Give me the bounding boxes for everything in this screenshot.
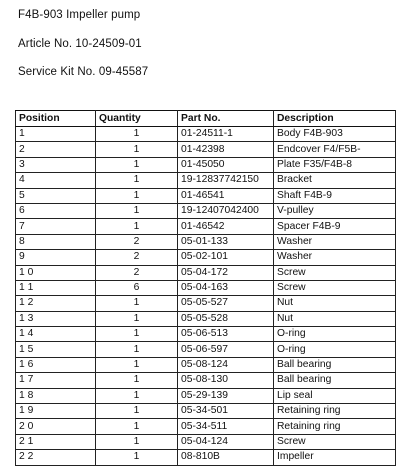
table-row — [16, 450, 396, 465]
cell-part-no: 05-05-528 — [178, 311, 274, 326]
cell-quantity: 1 — [96, 311, 178, 326]
cell-quantity: 1 — [96, 404, 178, 419]
cell-part-no: 05-29-139 — [178, 388, 274, 403]
cell-part-no: 05-06-513 — [178, 327, 274, 342]
cell-quantity: 1 — [96, 373, 178, 388]
table-row — [16, 157, 396, 172]
cell-description: Screw — [274, 434, 396, 449]
page-title: F4B-903 Impeller pump — [18, 9, 141, 21]
cell-position: 6 — [16, 203, 96, 218]
cell-description: Retaining ring — [274, 419, 396, 434]
cell-position: 1 5 — [16, 342, 96, 357]
table-row — [16, 434, 396, 449]
table-row — [16, 419, 396, 434]
table-row — [16, 342, 396, 357]
table-row — [16, 219, 396, 234]
cell-part-no: 19-12837742150 — [178, 173, 274, 188]
cell-description: O-ring — [274, 327, 396, 342]
table-row — [16, 234, 396, 249]
cell-part-no: 01-42398 — [178, 142, 274, 157]
cell-part-no: 01-46541 — [178, 188, 274, 203]
cell-position: 2 — [16, 142, 96, 157]
article-number: Article No. 10-24509-01 — [18, 38, 142, 50]
cell-quantity: 1 — [96, 296, 178, 311]
cell-description: Washer — [274, 234, 396, 249]
cell-quantity: 1 — [96, 127, 178, 142]
cell-position: 2 0 — [16, 419, 96, 434]
cell-quantity: 2 — [96, 250, 178, 265]
cell-quantity: 6 — [96, 280, 178, 295]
cell-part-no: 01-45050 — [178, 157, 274, 172]
cell-position: 1 4 — [16, 327, 96, 342]
cell-part-no: 05-02-101 — [178, 250, 274, 265]
cell-quantity: 1 — [96, 188, 178, 203]
service-kit-number: Service Kit No. 09-45587 — [18, 66, 149, 78]
cell-description: Plate F35/F4B-8 — [274, 157, 396, 172]
cell-part-no: 05-01-133 — [178, 234, 274, 249]
cell-position: 5 — [16, 188, 96, 203]
cell-part-no: 05-34-501 — [178, 404, 274, 419]
cell-description: Shaft F4B-9 — [274, 188, 396, 203]
cell-position: 1 8 — [16, 388, 96, 403]
cell-description: V-pulley — [274, 203, 396, 218]
column-header-position: Position — [16, 111, 96, 127]
cell-part-no: 05-08-130 — [178, 373, 274, 388]
table-row — [16, 327, 396, 342]
cell-part-no: 05-06-597 — [178, 342, 274, 357]
table-row — [16, 203, 396, 218]
column-header-description: Description — [274, 111, 396, 127]
cell-quantity: 1 — [96, 203, 178, 218]
cell-description: Ball bearing — [274, 373, 396, 388]
cell-description: Endcover F4/F5B- — [274, 142, 396, 157]
cell-position: 1 9 — [16, 404, 96, 419]
cell-position: 1 0 — [16, 265, 96, 280]
cell-quantity: 2 — [96, 234, 178, 249]
cell-part-no: 19-12407042400 — [178, 203, 274, 218]
cell-position: 1 — [16, 127, 96, 142]
header-row — [16, 111, 396, 127]
parts-table — [15, 110, 396, 466]
cell-quantity: 1 — [96, 219, 178, 234]
cell-position: 1 6 — [16, 357, 96, 372]
table-row — [16, 311, 396, 326]
column-header-part-no: Part No. — [178, 111, 274, 127]
cell-description: Screw — [274, 265, 396, 280]
cell-description: Screw — [274, 280, 396, 295]
cell-quantity: 1 — [96, 450, 178, 465]
column-header-quantity: Quantity — [96, 111, 178, 127]
cell-quantity: 2 — [96, 265, 178, 280]
cell-position: 1 2 — [16, 296, 96, 311]
cell-description: Body F4B-903 — [274, 127, 396, 142]
cell-part-no: 05-04-124 — [178, 434, 274, 449]
cell-position: 2 1 — [16, 434, 96, 449]
cell-part-no: 05-34-511 — [178, 419, 274, 434]
cell-position: 1 1 — [16, 280, 96, 295]
table-body — [16, 127, 396, 466]
cell-position: 3 — [16, 157, 96, 172]
table-row — [16, 280, 396, 295]
cell-position: 1 7 — [16, 373, 96, 388]
cell-position: 9 — [16, 250, 96, 265]
cell-quantity: 1 — [96, 173, 178, 188]
table-header — [16, 111, 396, 127]
cell-position: 8 — [16, 234, 96, 249]
cell-part-no: 01-46542 — [178, 219, 274, 234]
cell-quantity: 1 — [96, 434, 178, 449]
table-row — [16, 127, 396, 142]
cell-description: Bracket — [274, 173, 396, 188]
table-row — [16, 173, 396, 188]
cell-position: 2 2 — [16, 450, 96, 465]
cell-quantity: 1 — [96, 157, 178, 172]
table-row — [16, 388, 396, 403]
cell-description: Spacer F4B-9 — [274, 219, 396, 234]
cell-description: Lip seal — [274, 388, 396, 403]
cell-part-no: 01-24511-1 — [178, 127, 274, 142]
cell-quantity: 1 — [96, 342, 178, 357]
table-row — [16, 250, 396, 265]
cell-part-no: 05-05-527 — [178, 296, 274, 311]
table-row — [16, 142, 396, 157]
cell-description: Nut — [274, 311, 396, 326]
table-row — [16, 188, 396, 203]
cell-description: Washer — [274, 250, 396, 265]
cell-quantity: 1 — [96, 327, 178, 342]
cell-part-no: 05-08-124 — [178, 357, 274, 372]
cell-part-no: 08-810B — [178, 450, 274, 465]
cell-position: 1 3 — [16, 311, 96, 326]
cell-description: Ball bearing — [274, 357, 396, 372]
cell-part-no: 05-04-172 — [178, 265, 274, 280]
cell-position: 7 — [16, 219, 96, 234]
cell-quantity: 1 — [96, 142, 178, 157]
cell-quantity: 1 — [96, 419, 178, 434]
cell-quantity: 1 — [96, 357, 178, 372]
cell-description: O-ring — [274, 342, 396, 357]
cell-position: 4 — [16, 173, 96, 188]
table-row — [16, 404, 396, 419]
table-row — [16, 296, 396, 311]
cell-part-no: 05-04-163 — [178, 280, 274, 295]
cell-description: Nut — [274, 296, 396, 311]
table-row — [16, 265, 396, 280]
table-row — [16, 357, 396, 372]
cell-description: Retaining ring — [274, 404, 396, 419]
cell-quantity: 1 — [96, 388, 178, 403]
table-row — [16, 373, 396, 388]
cell-description: Impeller — [274, 450, 396, 465]
